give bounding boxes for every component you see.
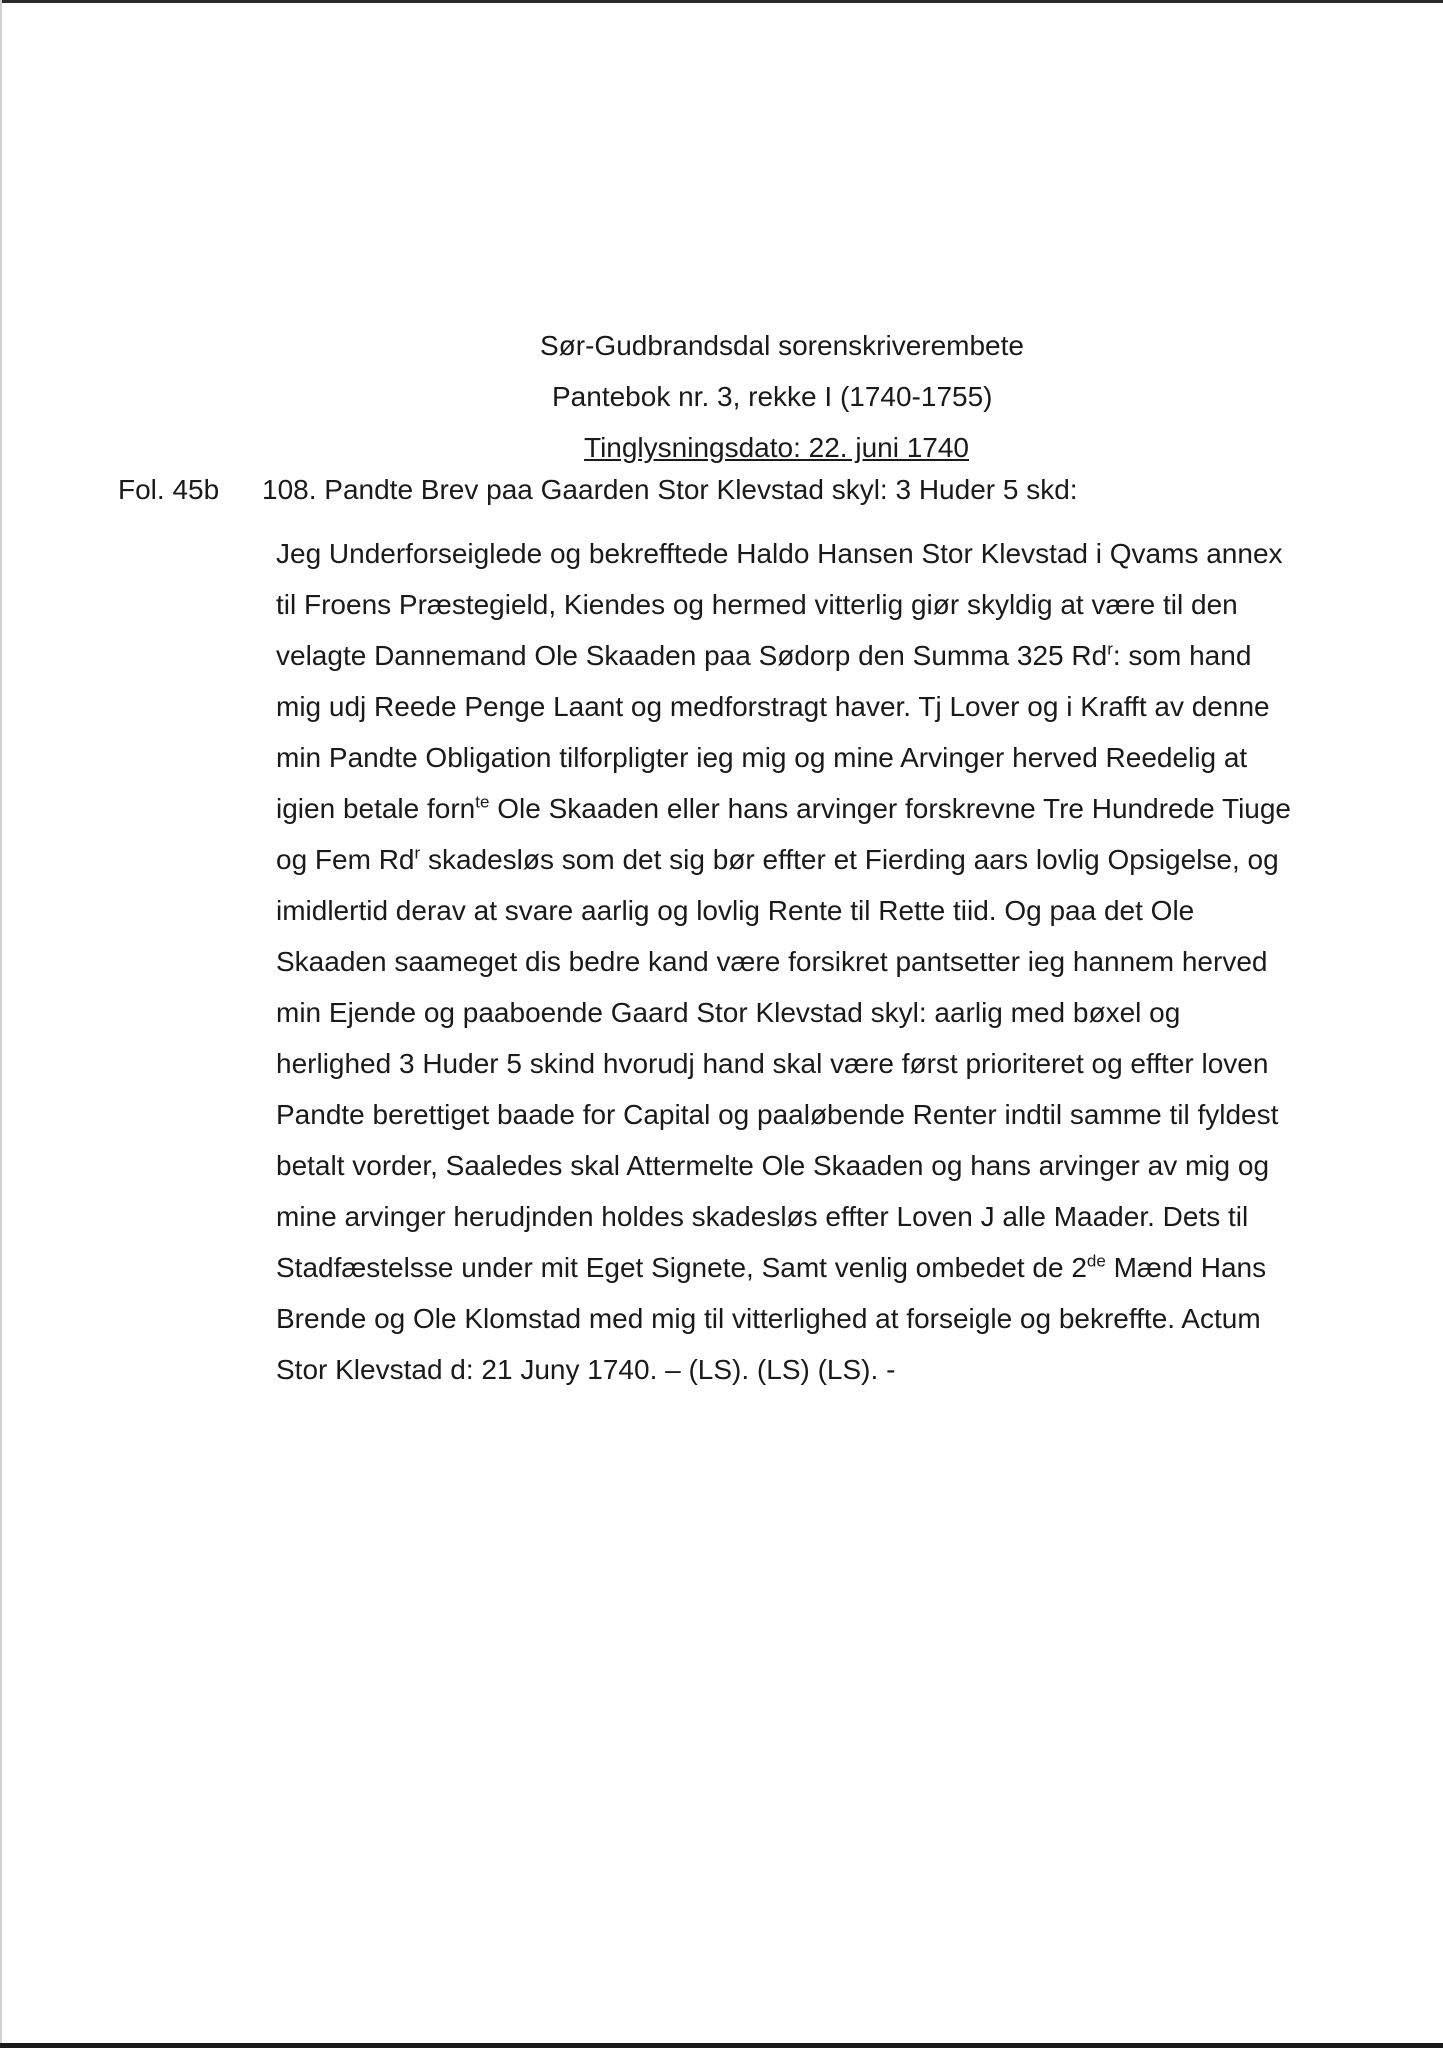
body-line-9: Skaaden saameget dis bedre kand være forsikret pantsetter ieg hannem herved bbox=[276, 946, 1268, 977]
body-line-7-b: skadesløs som det sig bør effter et Fierding aars lovlig Opsigelse, og bbox=[420, 844, 1279, 875]
scan-border-top bbox=[0, 0, 1443, 3]
body-line-6-a: igien betale forn bbox=[276, 793, 476, 824]
body-line-15 bbox=[276, 1242, 1356, 1293]
document-header bbox=[540, 320, 1100, 473]
book-title: Pantebok nr. 3, rekke I (1740-1755) bbox=[552, 381, 993, 412]
registration-date-text: Tinglysningsdato: 22. juni 1740 bbox=[584, 432, 969, 463]
scan-border-bottom bbox=[0, 2043, 1443, 2048]
body-line-15-b: Mænd Hans bbox=[1105, 1252, 1267, 1283]
body-line-7-a: og Fem Rd bbox=[276, 844, 415, 875]
body-line-3-a: velagte Dannemand Ole Skaaden paa Sødorp den Summa 325 Rd bbox=[276, 640, 1108, 671]
body-line-17: Stor Klevstad d: 21 Juny 1740. – (LS). (LS) (LS). - bbox=[276, 1354, 896, 1385]
body-line-10: min Ejende og paaboende Gaard Stor Klevstad skyl: aarlig med bøxel og bbox=[276, 997, 1181, 1028]
body-line-7 bbox=[276, 834, 1356, 885]
superscript-te: te bbox=[475, 792, 490, 812]
office-title: Sør-Gudbrandsdal sorenskriverembete bbox=[540, 330, 1024, 361]
registration-date bbox=[540, 422, 1100, 473]
body-line-14: mine arvinger herudjnden holdes skadesløs effter Loven J alle Maader. Dets til bbox=[276, 1201, 1249, 1232]
superscript-r: r bbox=[1107, 639, 1113, 659]
superscript-r-2: r bbox=[414, 843, 421, 863]
body-line-6 bbox=[276, 783, 1356, 834]
body-line-8: imidlertid derav at svare aarlig og lovlig Rente til Rette tiid. Og paa det Ole bbox=[276, 895, 1195, 926]
body-line-12: Pandte berettiget baade for Capital og paaløbende Renter indtil samme til fyldest bbox=[276, 1099, 1279, 1130]
superscript-de: de bbox=[1086, 1251, 1106, 1271]
body-line-3 bbox=[276, 630, 1356, 681]
body-line-1: Jeg Underforseiglede og bekrefftede Haldo Hansen Stor Klevstad i Qvams annex bbox=[276, 538, 1283, 569]
folio-number: Fol. 45b bbox=[118, 474, 220, 505]
scan-border-left bbox=[0, 0, 2, 2048]
entry-title: 108. Pandte Brev paa Gaarden Stor Klevstad skyl: 3 Huder 5 skd: bbox=[262, 474, 1078, 505]
transcription-body bbox=[276, 528, 1356, 1395]
body-line-11: herlighed 3 Huder 5 skind hvorudj hand skal være først prioriteret og effter loven bbox=[276, 1048, 1269, 1079]
body-line-13: betalt vorder, Saaledes skal Attermelte Ole Skaaden og hans arvinger av mig og bbox=[276, 1150, 1270, 1181]
body-line-2: til Froens Præstegield, Kiendes og hermed vitterlig giør skyldig at være til den bbox=[276, 589, 1238, 620]
body-line-15-a: Stadfæstelsse under mit Eget Signete, Samt venlig ombedet de 2 bbox=[276, 1252, 1087, 1283]
body-line-6-b: Ole Skaaden eller hans arvinger forskrevne Tre Hundrede Tiuge bbox=[489, 793, 1292, 824]
body-line-4: mig udj Reede Penge Laant og medforstragt haver. Tj Lover og i Krafft av denne bbox=[276, 691, 1270, 722]
body-line-16: Brende og Ole Klomstad med mig til vitterlighed at forseigle og bekreffte. Actum bbox=[276, 1303, 1261, 1334]
body-line-3-b: : som hand bbox=[1112, 640, 1252, 671]
body-line-5: min Pandte Obligation tilforpligter ieg mig og mine Arvinger herved Reedelig at bbox=[276, 742, 1248, 773]
